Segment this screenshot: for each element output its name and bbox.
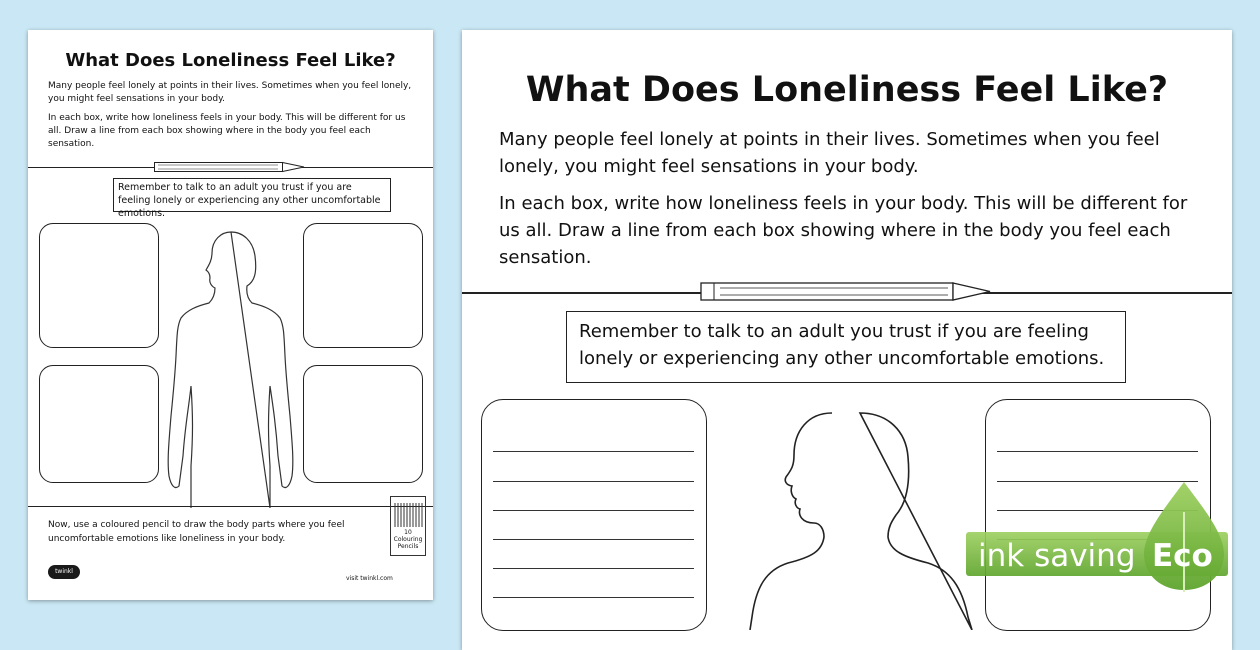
- thumbnail-bottom-instruction: Now, use a coloured pencil to draw the body parts where you feel uncomfortable emotions like loneliness in your body.: [48, 520, 345, 544]
- thumbnail-answer-box: [39, 365, 159, 483]
- intro-paragraph-2: In each box, write how loneliness feels in your body. This will be different for us all. Draw a line from each box showing where in the body you feel each sensation.: [499, 193, 1188, 268]
- eco-label: Eco: [1152, 538, 1213, 574]
- writing-line: [997, 451, 1198, 452]
- writing-line: [493, 597, 694, 598]
- leaf-drop-icon: [966, 482, 1254, 592]
- footer-url: visit twinkl.com: [346, 575, 393, 582]
- pencil-box-icon: [390, 496, 426, 556]
- thumbnail-reminder-box: Remember to talk to an adult you trust if you are feeling lonely or experiencing any other uncomfortable emotions.: [113, 178, 391, 212]
- pencil-box-label: 10 Colouring Pencils: [393, 529, 423, 550]
- pencil-icon: [154, 160, 306, 174]
- thumbnail-answer-box: [303, 365, 423, 483]
- thumbnail-answer-box: [303, 223, 423, 348]
- worksheet-thumbnail: [28, 30, 433, 600]
- body-outline-icon: [722, 405, 977, 630]
- page-title: What Does Loneliness Feel Like?: [525, 70, 1169, 110]
- pencil-icon: [700, 280, 992, 304]
- thumbnail-title: What Does Loneliness Feel Like?: [65, 50, 396, 71]
- writing-line: [493, 510, 694, 511]
- ink-saving-label: ink saving: [978, 538, 1136, 574]
- writing-line: [493, 568, 694, 569]
- writing-line: [493, 481, 694, 482]
- intro-paragraph-1: Many people feel lonely at points in their lives. Sometimes when you feel lonely, you might feel sensations in your body.: [499, 129, 1160, 177]
- twinkl-logo: twinkl: [48, 565, 80, 579]
- thumbnail-answer-box: [39, 223, 159, 348]
- writing-line: [493, 539, 694, 540]
- thumbnail-divider-bottom: [28, 506, 433, 507]
- writing-line: [493, 451, 694, 452]
- body-outline-icon: [163, 226, 298, 508]
- thumbnail-intro-2: In each box, write how loneliness feels in your body. This will be different for us all. Draw a line from each box showing where in the body you feel each sensation.: [48, 113, 406, 149]
- ink-saving-eco-badge: [966, 482, 1254, 592]
- reminder-box: Remember to talk to an adult you trust if you are feeling lonely or experiencing any other uncomfortable emotions.: [566, 311, 1126, 383]
- thumbnail-intro-1: Many people feel lonely at points in their lives. Sometimes when you feel lonely, you might feel sensations in your body.: [48, 81, 412, 104]
